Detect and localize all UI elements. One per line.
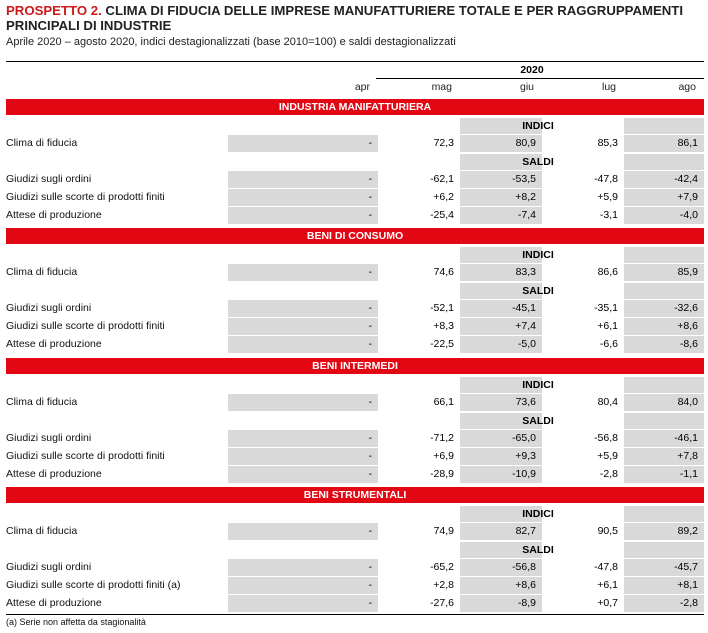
value-cell-mag: +6,2 <box>433 191 454 203</box>
value-cell-lug: 90,5 <box>597 525 618 537</box>
saldi-row <box>6 283 704 299</box>
row-label: Giudizi sulle scorte di prodotti finiti <box>6 191 165 203</box>
row-label: Giudizi sulle scorte di prodotti finiti <box>6 450 165 462</box>
indici-row <box>6 377 704 393</box>
value-cell-mag: 74,9 <box>433 525 454 537</box>
saldo-row <box>6 430 704 447</box>
value-cell-giu: +7,4 <box>460 318 542 335</box>
value-cell-lug: -56,8 <box>594 432 618 444</box>
month-header-2: giu <box>519 81 534 93</box>
value-cell-ago: 86,1 <box>624 135 704 152</box>
row-label: Giudizi sugli ordini <box>6 561 92 573</box>
saldo-row <box>6 318 704 335</box>
category-label: INDICI <box>522 249 554 261</box>
section-header: INDUSTRIA MANIFATTURIERA <box>6 99 704 115</box>
value-cell-mag: 66,1 <box>433 396 454 408</box>
clima-row <box>6 394 704 411</box>
value-cell-apr: - <box>228 264 378 281</box>
value-cell-mag: +2,8 <box>433 579 454 591</box>
bottom-rule <box>6 614 704 615</box>
value-cell-lug: 85,3 <box>597 137 618 149</box>
value-cell-ago: -46,1 <box>624 430 704 447</box>
value-cell-lug: -3,1 <box>599 209 618 221</box>
month-header-0: apr <box>354 81 370 93</box>
value-cell-lug: 80,4 <box>597 396 618 408</box>
saldo-row <box>6 336 704 353</box>
saldo-row <box>6 171 704 188</box>
value-cell-mag: -25,4 <box>430 209 454 221</box>
category-label: SALDI <box>522 156 554 168</box>
value-cell-giu: 82,7 <box>460 523 542 540</box>
saldo-row <box>6 207 704 224</box>
value-cell-apr: - <box>228 559 378 576</box>
row-label: Clima di fiducia <box>6 266 78 278</box>
year-header: 2020 <box>520 64 544 76</box>
row-label: Clima di fiducia <box>6 525 78 537</box>
value-cell-giu: -45,1 <box>460 300 542 317</box>
category-label: INDICI <box>522 508 554 520</box>
clima-row <box>6 523 704 540</box>
value-cell-giu: -7,4 <box>460 207 542 224</box>
row-label: Attese di produzione <box>6 468 102 480</box>
value-cell-ago: -42,4 <box>624 171 704 188</box>
value-cell-giu: -65,0 <box>460 430 542 447</box>
top-rule <box>6 61 704 62</box>
row-label: Attese di produzione <box>6 338 102 350</box>
saldo-row <box>6 466 704 483</box>
value-cell-ago: +8,1 <box>624 577 704 594</box>
value-cell-lug: -47,8 <box>594 173 618 185</box>
row-label: Clima di fiducia <box>6 396 78 408</box>
saldo-row <box>6 559 704 576</box>
month-header-3: lug <box>601 81 616 93</box>
year-rule <box>376 78 704 79</box>
value-cell-mag: -62,1 <box>430 173 454 185</box>
value-cell-ago: +8,6 <box>624 318 704 335</box>
value-cell-apr: - <box>228 318 378 335</box>
value-cell-lug: +0,7 <box>597 597 618 609</box>
row-label: Giudizi sugli ordini <box>6 302 92 314</box>
title-prefix: PROSPETTO 2. <box>6 3 102 18</box>
value-cell-ago: -4,0 <box>624 207 704 224</box>
value-cell-apr: - <box>228 430 378 447</box>
value-cell-ago: +7,9 <box>624 189 704 206</box>
value-cell-apr: - <box>228 336 378 353</box>
value-cell-mag: +8,3 <box>433 320 454 332</box>
value-cell-lug: -6,6 <box>599 338 618 350</box>
month-header-4: ago <box>678 81 696 93</box>
indici-row <box>6 118 704 134</box>
value-cell-ago: -32,6 <box>624 300 704 317</box>
value-cell-apr: - <box>228 523 378 540</box>
row-label: Giudizi sugli ordini <box>6 432 92 444</box>
category-label: INDICI <box>522 120 554 132</box>
value-cell-apr: - <box>228 448 378 465</box>
value-cell-apr: - <box>228 135 378 152</box>
value-cell-lug: -35,1 <box>594 302 618 314</box>
value-cell-lug: +6,1 <box>597 320 618 332</box>
month-header-row <box>6 81 704 96</box>
value-cell-mag: -52,1 <box>430 302 454 314</box>
value-cell-mag: 74,6 <box>433 266 454 278</box>
value-cell-ago: 85,9 <box>624 264 704 281</box>
value-cell-apr: - <box>228 595 378 612</box>
value-cell-ago: +7,8 <box>624 448 704 465</box>
value-cell-mag: -28,9 <box>430 468 454 480</box>
category-label: SALDI <box>522 544 554 556</box>
value-cell-lug: -47,8 <box>594 561 618 573</box>
value-cell-giu: +9,3 <box>460 448 542 465</box>
table-title <box>6 3 704 33</box>
value-cell-ago: 89,2 <box>624 523 704 540</box>
value-cell-apr: - <box>228 577 378 594</box>
indici-row <box>6 506 704 522</box>
section-header: BENI DI CONSUMO <box>6 228 704 244</box>
saldo-row <box>6 448 704 465</box>
value-cell-mag: 72,3 <box>433 137 454 149</box>
value-cell-giu: -53,5 <box>460 171 542 188</box>
value-cell-giu: 83,3 <box>460 264 542 281</box>
value-cell-apr: - <box>228 207 378 224</box>
row-label: Attese di produzione <box>6 209 102 221</box>
row-label: Giudizi sulle scorte di prodotti finiti <box>6 320 165 332</box>
clima-row <box>6 264 704 281</box>
row-label: Attese di produzione <box>6 597 102 609</box>
value-cell-ago: -1,1 <box>624 466 704 483</box>
value-cell-giu: 80,9 <box>460 135 542 152</box>
value-cell-giu: +8,2 <box>460 189 542 206</box>
value-cell-apr: - <box>228 189 378 206</box>
row-label: Clima di fiducia <box>6 137 78 149</box>
indici-row <box>6 247 704 263</box>
saldo-row <box>6 595 704 612</box>
value-cell-lug: +5,9 <box>597 450 618 462</box>
value-cell-lug: 86,6 <box>597 266 618 278</box>
value-cell-giu: -10,9 <box>460 466 542 483</box>
value-cell-apr: - <box>228 466 378 483</box>
saldi-row <box>6 154 704 170</box>
value-cell-giu: 73,6 <box>460 394 542 411</box>
section-header: BENI INTERMEDI <box>6 358 704 374</box>
value-cell-apr: - <box>228 171 378 188</box>
value-cell-apr: - <box>228 394 378 411</box>
value-cell-mag: -71,2 <box>430 432 454 444</box>
value-cell-giu: +8,6 <box>460 577 542 594</box>
value-cell-lug: +5,9 <box>597 191 618 203</box>
value-cell-giu: -5,0 <box>460 336 542 353</box>
saldo-row <box>6 189 704 206</box>
value-cell-lug: +6,1 <box>597 579 618 591</box>
value-cell-giu: -56,8 <box>460 559 542 576</box>
saldo-row <box>6 577 704 594</box>
month-header-1: mag <box>431 81 452 93</box>
value-cell-ago: -45,7 <box>624 559 704 576</box>
value-cell-giu: -8,9 <box>460 595 542 612</box>
category-label: SALDI <box>522 415 554 427</box>
row-label: Giudizi sugli ordini <box>6 173 92 185</box>
saldi-row <box>6 413 704 429</box>
saldo-row <box>6 300 704 317</box>
table-subtitle: Aprile 2020 – agosto 2020, indici destagionalizzati (base 2010=100) e saldi destagionalizzati <box>6 36 456 48</box>
section-header: BENI STRUMENTALI <box>6 487 704 503</box>
value-cell-mag: +6,9 <box>433 450 454 462</box>
value-cell-ago: -8,6 <box>624 336 704 353</box>
value-cell-mag: -22,5 <box>430 338 454 350</box>
title-text: CLIMA DI FIDUCIA DELLE IMPRESE MANUFATTURIERE TOTALE E PER RAGGRUPPAMENTI PRINCIPALI DI INDUSTRIE <box>6 3 683 33</box>
row-label: Giudizi sulle scorte di prodotti finiti (a) <box>6 579 181 591</box>
value-cell-apr: - <box>228 300 378 317</box>
saldi-row <box>6 542 704 558</box>
value-cell-lug: -2,8 <box>599 468 618 480</box>
clima-row <box>6 135 704 152</box>
category-label: INDICI <box>522 379 554 391</box>
value-cell-mag: -27,6 <box>430 597 454 609</box>
category-label: SALDI <box>522 285 554 297</box>
value-cell-ago: -2,8 <box>624 595 704 612</box>
value-cell-mag: -65,2 <box>430 561 454 573</box>
value-cell-ago: 84,0 <box>624 394 704 411</box>
footnote: (a) Serie non affetta da stagionalità <box>6 617 146 627</box>
